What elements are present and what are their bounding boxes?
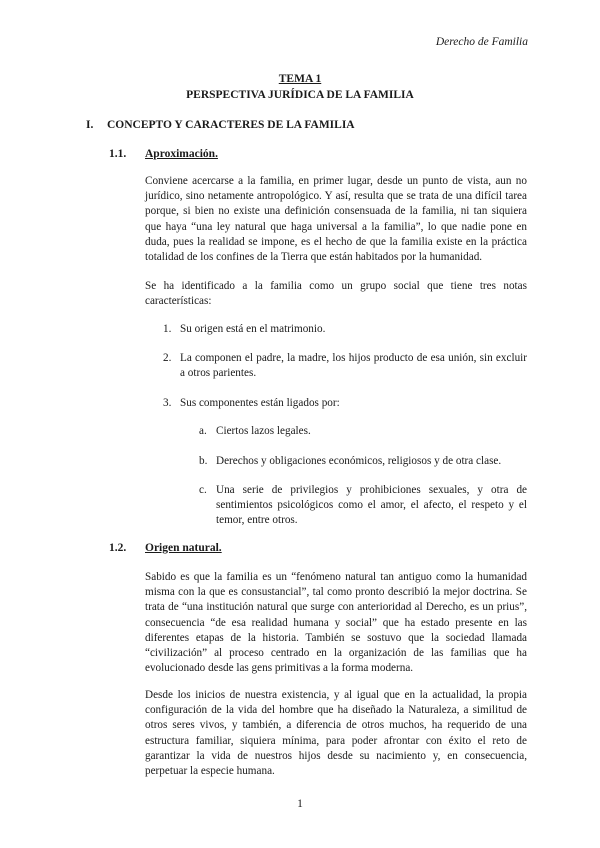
sublist-marker: b.	[199, 455, 208, 467]
list-text: Su origen está en el matrimonio.	[180, 323, 326, 335]
list-text: Sus componentes están ligados por:	[180, 397, 340, 409]
page-number: 1	[297, 798, 303, 810]
section-title: CONCEPTO Y CARACTERES DE LA FAMILIA	[107, 119, 355, 131]
paragraph: Conviene acercarse a la familia, en primer lugar, desde un punto de vista, aun no jurídico, sino netamente antropológico. Y así, resulta que se trata de una difícil tarea porque, si bien no existe una definición consensuada de la familia, ni tan siquiera que haya “una ley natural que haga universal a la familia”, lo que nadie pone en duda, pues la realidad se impone, es el hecho de que la familia existe en la práctica totalidad de los confines de la Tierra que están habitados por la humanidad.	[145, 175, 527, 264]
sublist-text: Una serie de privilegios y prohibiciones sexuales, y otra de sentimientos psicológicos como el amor, el afecto, el respeto y el temor, entre otros.	[216, 484, 527, 527]
list-item	[163, 322, 527, 337]
section-number: I.	[86, 119, 94, 131]
subsection-number: 1.1.	[109, 148, 127, 160]
subsection-number: 1.2.	[109, 542, 127, 554]
list-text: La componen el padre, la madre, los hijos producto de esa unión, sin excluir a otros parientes.	[180, 352, 527, 380]
sublist-item	[199, 424, 527, 439]
sublist-marker: c.	[199, 484, 207, 496]
list-marker: 1.	[163, 323, 172, 335]
list-item	[163, 396, 527, 411]
running-header: Derecho de Familia	[435, 36, 528, 48]
sublist-item	[199, 483, 527, 529]
list-marker: 3.	[163, 397, 172, 409]
sublist-text: Derechos y obligaciones económicos, religiosos y de otra clase.	[216, 455, 502, 467]
paragraph: Desde los inicios de nuestra existencia, y al igual que en la actualidad, la propia configuración de la vida del hombre que ha diseñado la Naturaleza, a similitud de otros seres vivos, y también, a diferencia de otros muchos, ha requerido de una estructura familiar, siquiera mínima, para poder afrontar con éxito el reto de garantizar la vida de nuestros hijos desde su nacimiento y, en consecuencia, perpetuar la especie humana.	[145, 689, 527, 778]
subsection-title: Aproximación.	[145, 148, 218, 160]
subsection-heading	[109, 148, 218, 160]
subsection-heading	[109, 542, 222, 554]
sublist-marker: a.	[199, 425, 207, 437]
sublist-item	[199, 454, 527, 469]
list-marker: 2.	[163, 352, 172, 364]
section-heading	[86, 119, 355, 131]
chapter-number: TEMA 1	[278, 73, 322, 85]
subsection-title: Origen natural.	[145, 542, 222, 554]
sublist-text: Ciertos lazos legales.	[216, 425, 311, 437]
chapter-title: PERSPECTIVA JURÍDICA DE LA FAMILIA	[186, 89, 414, 101]
paragraph: Se ha identificado a la familia como un grupo social que tiene tres notas características:	[145, 280, 527, 308]
list-item	[163, 351, 527, 381]
paragraph: Sabido es que la familia es un “fenómeno natural tan antiguo como la humanidad misma con la que es consustancial”, tal como pronto describió la mejor doctrina. Se trata de “una institución natural que surge con anterioridad al Derecho, es un prius”, consecuencia “de esa realidad humana y social” que ha estado presente en las diferentes etapas de la historia. También se sostuvo que la sociedad llamada “civilización” al proceso centrado en la organización de las familias que ha evolucionado desde las gens primitivas a la forma moderna.	[145, 571, 527, 675]
